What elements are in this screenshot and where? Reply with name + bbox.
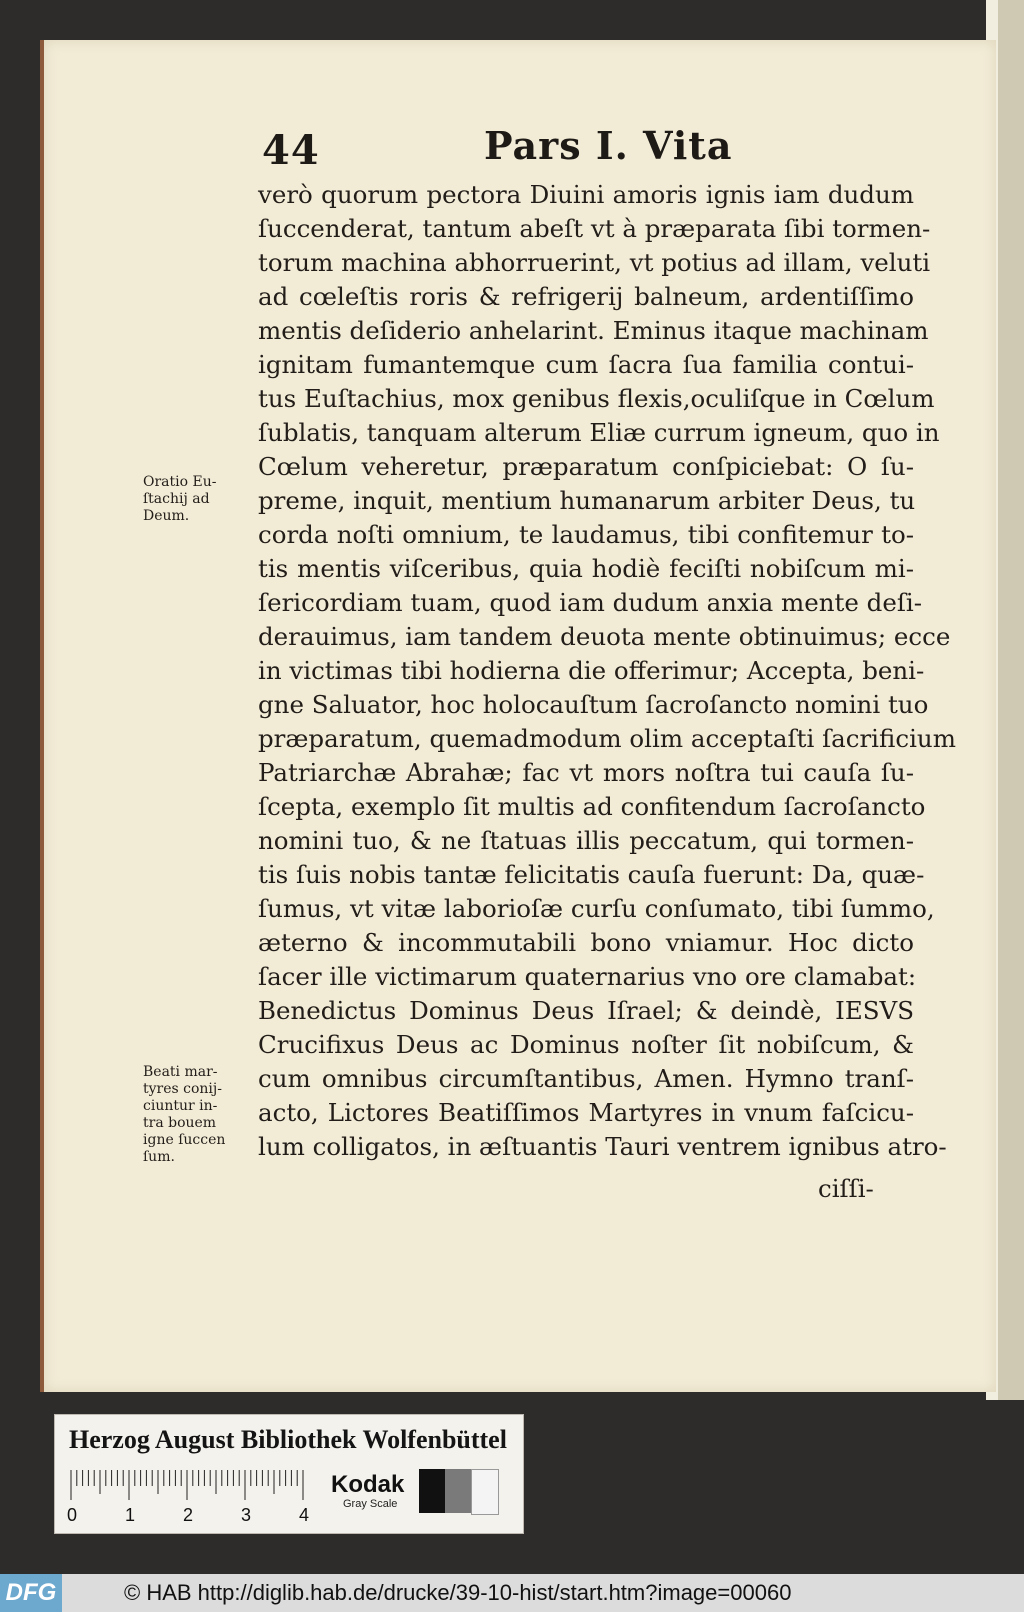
- body-line: mentis deſiderio anhelarint. Eminus itaque machinam: [258, 316, 929, 345]
- body-line: Patriarchæ Abrahæ; fac vt mors noſtra tui cauſa ſu-: [258, 758, 914, 787]
- body-line: acto, Lictores Beatiſſimos Martyres in vnum faſcicu-: [258, 1098, 914, 1127]
- body-line: æterno & incommutabili bono vniamur. Hoc dicto: [258, 928, 914, 957]
- body-line: tus Euſtachius, mox genibus flexis,oculiſque in Cœlum: [258, 384, 935, 413]
- library-name: Herzog August Bibliothek Wolfenbüttel: [69, 1425, 507, 1454]
- margin-note-line: igne ſuccen: [143, 1132, 226, 1148]
- margin-note-line: ſum.: [143, 1149, 175, 1165]
- body-text: [258, 178, 956, 1164]
- body-line: ſacer ille victimarum quaternarius vno ore clamabat:: [258, 962, 917, 991]
- body-line: Crucifixus Deus ac Dominus noſter ſit nobiſcum, &: [258, 1030, 914, 1059]
- next-page-shadow: [998, 0, 1024, 1400]
- gray-scale-label: Gray Scale: [343, 1498, 398, 1510]
- ruler-number: 0: [67, 1505, 78, 1525]
- margin-note-beati: [143, 1064, 239, 1166]
- margin-note-line: tra bouem: [143, 1115, 217, 1131]
- kodak-logo: Kodak: [331, 1471, 405, 1498]
- ruler-number: 3: [241, 1505, 252, 1525]
- scale-card: [54, 1414, 524, 1534]
- body-line: ad cœleſtis roris & refrigerij balneum, ardentiſſimo: [258, 282, 914, 311]
- ruler-number: 1: [125, 1505, 136, 1525]
- gray-patch-mid: [445, 1469, 471, 1513]
- body-line: nomini tuo, & ne ſtatuas illis peccatum, qui tormen-: [258, 826, 914, 855]
- margin-note-line: ſtachij ad: [143, 491, 210, 507]
- body-line: ſericordiam tuam, quod iam dudum anxia mente deſi-: [258, 588, 923, 617]
- gray-patch-light: [471, 1469, 499, 1515]
- margin-note-line: tyres conij-: [143, 1081, 222, 1097]
- body-line: cum omnibus circumſtantibus, Amen. Hymno tranſ-: [258, 1064, 914, 1093]
- ruler-number: 2: [183, 1505, 194, 1525]
- body-line: verò quorum pectora Diuini amoris ignis iam dudum: [258, 180, 914, 209]
- gray-patch-dark: [419, 1469, 445, 1513]
- body-line: ſumus, vt vitæ laborioſæ curſu conſumato, tibi ſummo,: [258, 894, 935, 923]
- running-head: Pars I. Vita: [484, 123, 733, 168]
- ruler-number: 4: [299, 1505, 310, 1525]
- body-line: Benedictus Dominus Deus Iſrael; & deindè, IESVS: [258, 996, 914, 1025]
- margin-note-line: ciuntur in-: [143, 1098, 218, 1114]
- body-line: ſuccenderat, tantum abeſt vt à præparata ſibi tormen-: [258, 214, 931, 243]
- catchword: ciſſi-: [818, 1174, 874, 1203]
- body-line: ſublatis, tanquam alterum Eliæ currum igneum, quo in: [258, 418, 940, 447]
- ruler: [69, 1469, 319, 1527]
- body-line: gne Saluator, hoc holocauſtum ſacroſancto nomini tuo: [258, 690, 929, 719]
- body-line: tis mentis viſceribus, quia hodiè feciſti nobiſcum mi-: [258, 554, 914, 583]
- body-line: tis ſuis nobis tantæ felicitatis cauſa fuerunt: Da, quæ-: [258, 860, 925, 889]
- margin-note-line: Deum.: [143, 508, 190, 524]
- body-line: in victimas tibi hodierna die offerimur; Accepta, beni-: [258, 656, 925, 685]
- dfg-logo: DFG: [0, 1574, 62, 1612]
- body-line: lum colligatos, in æſtuantis Tauri ventrem ignibus atro-: [258, 1132, 947, 1161]
- page-number: 44: [262, 127, 320, 174]
- body-line: torum machina abhorruerint, vt potius ad illam, veluti: [258, 248, 931, 277]
- body-line: derauimus, iam tandem deuota mente obtinuimus; ecce: [258, 622, 951, 651]
- margin-note-oratio: [143, 474, 239, 525]
- margin-note-line: Oratio Eu-: [143, 474, 217, 490]
- footer-url[interactable]: © HAB http://diglib.hab.de/drucke/39-10-hist/start.htm?image=00060: [124, 1580, 792, 1605]
- body-line: Cœlum veheretur, præparatum conſpiciebat: O ſu-: [258, 452, 914, 481]
- margin-note-line: Beati mar-: [143, 1064, 218, 1080]
- body-line: præparatum, quemadmodum olim acceptaſti ſacrificium: [258, 724, 956, 753]
- body-line: preme, inquit, mentium humanarum arbiter Deus, tu: [258, 486, 916, 515]
- body-line: corda noſti omnium, te laudamus, tibi confitemur to-: [258, 520, 914, 549]
- body-line: ſcepta, exemplo ſit multis ad confitendum ſacroſancto: [258, 792, 926, 821]
- body-line: ignitam fumantemque cum ſacra ſua familia contui-: [258, 350, 914, 379]
- footer-bar: [0, 1574, 1024, 1612]
